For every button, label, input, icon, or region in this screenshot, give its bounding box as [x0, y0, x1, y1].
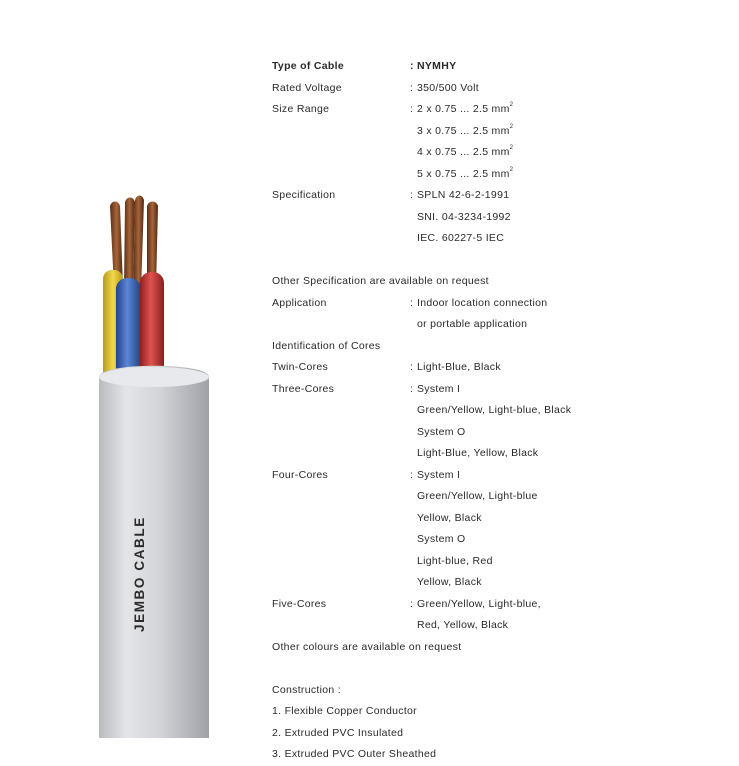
construction-heading-row	[272, 680, 732, 702]
three-row	[272, 379, 732, 401]
size-row	[272, 121, 732, 143]
colon: :	[410, 296, 414, 309]
four-value: System O	[417, 533, 466, 545]
five-label: Five-Cores	[272, 597, 327, 610]
four-value: Yellow, Black	[417, 511, 482, 524]
four-value: Yellow, Black	[417, 576, 482, 588]
type-label: Type of Cable	[272, 60, 344, 72]
construction-item-1: 1. Flexible Copper Conductor	[272, 705, 417, 717]
specification-row	[272, 185, 732, 207]
size-value: 2 x 0.75 ... 2.5 $mm^2$	[417, 102, 514, 115]
specification-label: Specification	[272, 189, 336, 201]
twin-row	[272, 357, 732, 379]
specification-value: SPLN 42-6-2-1991	[417, 189, 510, 201]
five-row	[272, 594, 732, 616]
identification-heading: Identification of Cores	[272, 339, 381, 352]
four-value: Green/Yellow, Light-blue	[417, 490, 538, 502]
construction-item	[272, 701, 732, 723]
size-value: 4 x 0.75 ... 2.5 $mm^2$	[417, 145, 514, 158]
application-row	[272, 293, 732, 315]
four-row	[272, 486, 732, 508]
application-value: or portable application	[417, 318, 528, 330]
colon: :	[410, 361, 414, 373]
four-row	[272, 508, 732, 530]
other-colours-row	[272, 637, 732, 659]
construction-item	[272, 723, 732, 745]
outer-sheath	[99, 366, 209, 738]
specification-block	[272, 56, 732, 766]
size-label: Size Range	[272, 103, 330, 115]
other-spec-row	[272, 271, 732, 293]
colon: :	[410, 189, 414, 201]
three-value: Light-Blue, Yellow, Black	[417, 447, 539, 459]
identification-row	[272, 336, 732, 358]
red-core	[140, 272, 164, 382]
three-value: System O	[417, 425, 466, 438]
size-row	[272, 99, 732, 121]
colon: :	[410, 60, 414, 72]
three-row	[272, 443, 732, 465]
cable-print-text: JEMBO CABLE	[132, 516, 147, 632]
colon: :	[410, 468, 414, 481]
three-label: Three-Cores	[272, 382, 335, 395]
size-value: 3 x 0.75 ... 2.5 $mm^2$	[417, 123, 514, 137]
four-value: Light-blue, Red	[417, 554, 493, 567]
other-colours-text: Other colours are available on request	[272, 640, 462, 653]
four-label: Four-Cores	[272, 468, 329, 481]
other-spec-text: Other Specification are available on request	[272, 275, 489, 287]
type-value: NYMHY	[417, 60, 457, 72]
type-row	[272, 56, 732, 78]
application-row	[272, 314, 732, 336]
colon: :	[410, 103, 414, 115]
twin-label: Twin-Cores	[272, 361, 329, 373]
three-value: System I	[417, 382, 461, 395]
colon: :	[410, 81, 414, 94]
three-row	[272, 422, 732, 444]
voltage-label: Rated Voltage	[272, 81, 342, 94]
construction-item-2: 2. Extruded PVC Insulated	[272, 726, 404, 739]
cable-illustration	[96, 192, 212, 738]
five-value: Green/Yellow, Light-blue,	[417, 597, 541, 610]
four-value: System I	[417, 468, 461, 481]
colon: :	[410, 597, 414, 610]
four-row	[272, 551, 732, 573]
construction-item	[272, 744, 732, 766]
specification-row	[272, 228, 732, 250]
application-value: Indoor location connection	[417, 296, 548, 309]
three-row	[272, 400, 732, 422]
specification-value: SNI. 04-3234-1992	[417, 210, 511, 223]
specification-row	[272, 207, 732, 229]
four-row	[272, 529, 732, 551]
colon: :	[410, 382, 414, 395]
four-row	[272, 572, 732, 594]
size-value: 5 x 0.75 ... 2.5 $mm^2$	[417, 166, 514, 180]
five-value: Red, Yellow, Black	[417, 619, 509, 631]
five-row	[272, 615, 732, 637]
construction-item-3: 3. Extruded PVC Outer Sheathed	[272, 748, 437, 760]
voltage-value: 350/500 Volt	[417, 81, 479, 94]
voltage-row	[272, 78, 732, 100]
four-row	[272, 465, 732, 487]
size-row	[272, 142, 732, 164]
construction-heading: Construction :	[272, 683, 341, 696]
application-label: Application	[272, 296, 327, 309]
specification-value: IEC. 60227-5 IEC	[417, 232, 505, 244]
size-row	[272, 164, 732, 186]
twin-value: Light-Blue, Black	[417, 361, 501, 373]
three-value: Green/Yellow, Light-blue, Black	[417, 404, 572, 416]
